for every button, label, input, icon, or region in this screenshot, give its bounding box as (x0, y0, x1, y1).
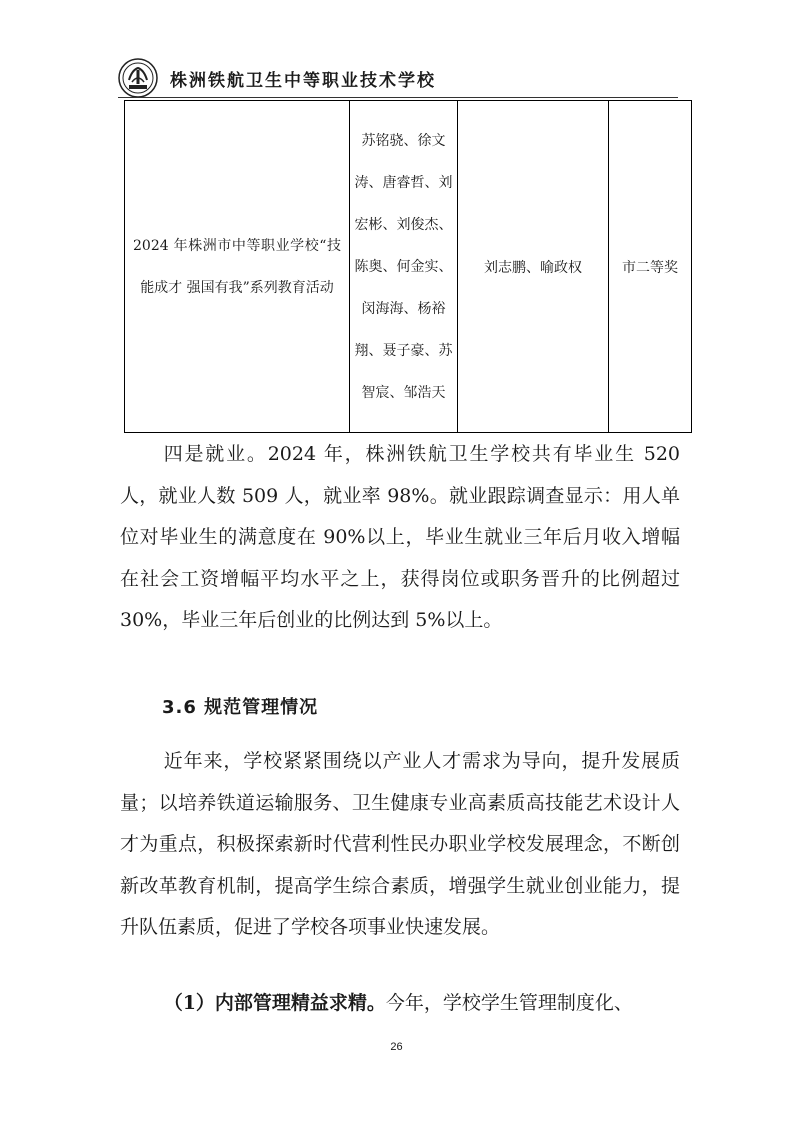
header-divider (118, 97, 678, 98)
page-header (118, 56, 436, 100)
management-paragraph: 近年来，学校紧紧围绕以产业人才需求为导向，提升发展质量；以培养铁道运输服务、卫生健康专业高素质高技能艺术设计人才为重点，积极探索新时代营利性民办职业学校发展理念，不断创新改革教育机制，提高学生综合素质，增强学生就业创业能力，提升队伍素质，促进了学校各项事业快速发展。 (120, 750, 680, 938)
activity-cell: 2024 年株洲市中等职业学校“技能成才 强国有我”系列教育活动 (125, 101, 350, 433)
table-row (125, 101, 692, 433)
teachers-cell: 刘志鹏、喻政权 (458, 101, 609, 433)
employment-paragraph: 四是就业。2024 年，株洲铁航卫生学校共有毕业生 520 人，就业人数 509 人，就业率 98%。就业跟踪调查显示：用人单位对毕业生的满意度在 90%以上，毕业生就业三年后月收入增幅在社会工资增幅平均水平之上，获得岗位或职务晋升的比例超过 30%，毕业三年后创业的比例达到 5%以上。 (120, 443, 680, 631)
internal-management-title: （1）内部管理精益求精。 (163, 992, 386, 1014)
internal-management-text: 今年，学校学生管理制度化、 (385, 992, 633, 1014)
award-cell: 市二等奖 (609, 101, 692, 433)
section-heading: 3.6 规范管理情况 (162, 697, 319, 718)
school-name: 株洲铁航卫生中等职业技术学校 (170, 70, 436, 91)
school-emblem-icon (118, 58, 158, 98)
award-table (124, 100, 692, 433)
internal-management-paragraph (120, 983, 680, 1025)
page-number: 26 (390, 1041, 403, 1053)
students-cell: 苏铭骁、徐文涛、唐睿哲、刘宏彬、刘俊杰、陈奥、何金实、闵海海、杨裕翔、聂子豪、苏智宸、邹浩天 (350, 101, 458, 433)
